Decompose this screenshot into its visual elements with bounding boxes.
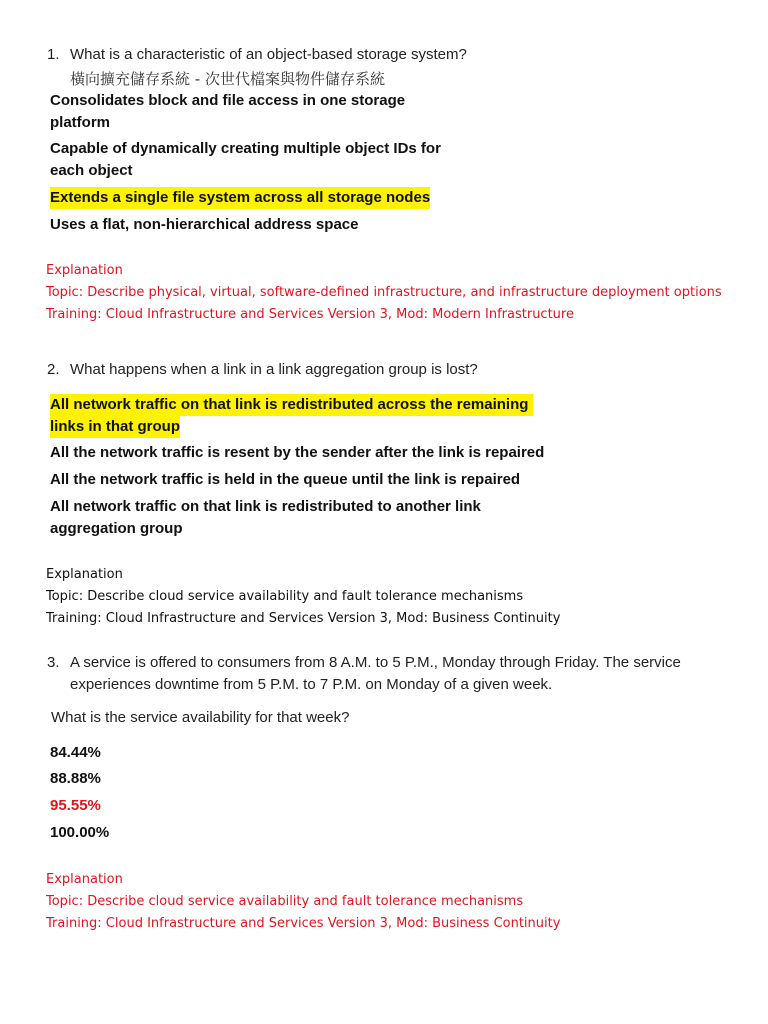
- question-2-number: 2.: [47, 361, 60, 378]
- q3-explanation-label: Explanation: [46, 872, 123, 887]
- q1-option-a-line2: platform: [50, 114, 110, 131]
- question-1-text: What is a characteristic of an object-based storage system?: [70, 46, 467, 63]
- q1-explanation-training: Training: Cloud Infrastructure and Services Version 3, Mod: Modern Infrastructure: [46, 307, 574, 322]
- question-3-text-line1: A service is offered to consumers from 8 A.M. to 5 P.M., Monday through Friday. The service: [70, 654, 681, 671]
- question-3-prompt: What is the service availability for that week?: [51, 709, 350, 726]
- q1-explanation-label: Explanation: [46, 263, 123, 278]
- question-1-subtext: 橫向擴充儲存系統 - 次世代檔案與物件儲存系統: [70, 70, 385, 88]
- q3-option-b: 88.88%: [50, 770, 101, 787]
- q1-explanation-topic: Topic: Describe physical, virtual, software-defined infrastructure, and infrastructure deployment options: [46, 285, 722, 300]
- q3-option-d: 100.00%: [50, 824, 110, 841]
- q2-option-d-line2: aggregation group: [50, 520, 183, 537]
- question-1-number: 1.: [47, 46, 60, 63]
- q3-explanation-training: Training: Cloud Infrastructure and Services Version 3, Mod: Business Continuity: [46, 916, 561, 931]
- q1-option-b-line2: each object: [50, 162, 133, 179]
- q2-option-c: All the network traffic is held in the queue until the link is repaired: [50, 471, 521, 488]
- q3-explanation-topic: Topic: Describe cloud service availability and fault tolerance mechanisms: [46, 894, 524, 909]
- q2-explanation-topic: Topic: Describe cloud service availability and fault tolerance mechanisms: [46, 589, 524, 604]
- q2-option-b: All the network traffic is resent by the sender after the link is repaired: [50, 444, 545, 461]
- q1-option-d: Uses a flat, non-hierarchical address space: [50, 216, 359, 233]
- q3-option-a: 84.44%: [50, 744, 101, 761]
- q2-option-a-line2-highlighted: links in that group: [50, 416, 180, 438]
- q1-option-a-line1: Consolidates block and file access in one storage: [50, 92, 406, 109]
- q3-option-c-answer: 95.55%: [50, 797, 101, 814]
- q1-option-c-highlighted: Extends a single file system across all storage nodes: [50, 187, 430, 209]
- q2-explanation-training: Training: Cloud Infrastructure and Services Version 3, Mod: Business Continuity: [46, 611, 561, 626]
- q1-option-b-line1: Capable of dynamically creating multiple object IDs for: [50, 140, 441, 157]
- q2-option-d-line1: All network traffic on that link is redistributed to another link: [50, 498, 481, 515]
- question-3-text-line2: experiences downtime from 5 P.M. to 7 P.M. on Monday of a given week.: [70, 676, 553, 693]
- question-2-text: What happens when a link in a link aggregation group is lost?: [70, 361, 478, 378]
- q2-explanation-label: Explanation: [46, 567, 123, 582]
- q2-option-a-line1-highlighted: All network traffic on that link is redistributed across the remaining: [50, 394, 533, 416]
- question-3-number: 3.: [47, 654, 60, 671]
